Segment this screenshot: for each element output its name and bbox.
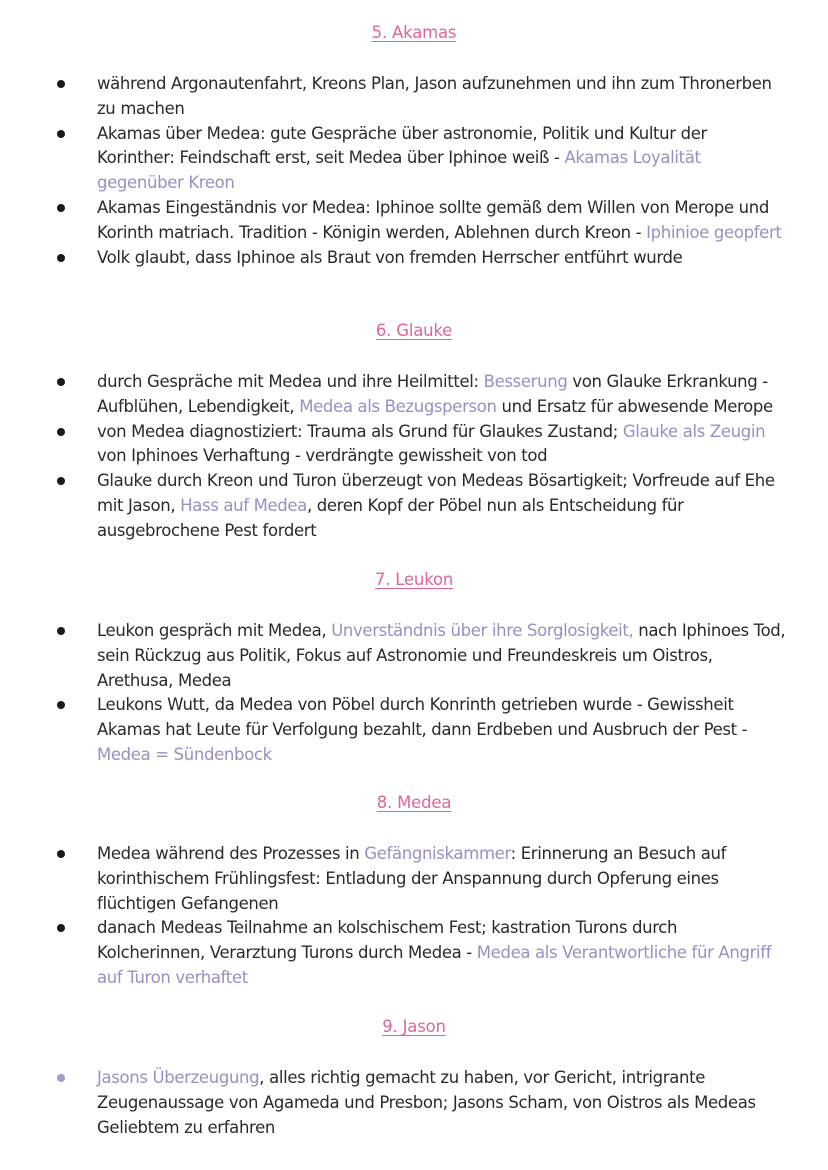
section-heading-leukon: 7. Leukon <box>374 570 454 589</box>
highlighted-phrase: Medea als Verantwortliche für Angriff auf Turon verhaftet <box>97 943 772 987</box>
bullet-icon <box>57 1074 65 1082</box>
highlighted-phrase: Glauke als Zeugin <box>622 421 766 441</box>
list-item: Akamas Eingeständnis vor Medea: Iphinoe sollte gemäß dem Willen von Merope und Korinth matriach. Tradition - Königin werden, Ablehnen durch Kreon - Iphinioe geopfert <box>0 196 787 246</box>
section-heading-jason: 9. Jason <box>382 1017 446 1036</box>
list-item: Leukon gespräch mit Medea, Unverständnis über ihre Sorglosigkeit, nach Iphinoes Tod, sein Rückzug aus Politik, Fokus auf Astronomie und Freundeskreis um Oistros, Arethusa, Medea <box>0 619 787 693</box>
list-item: Glauke durch Kreon und Turon überzeugt von Medeas Bösartigkeit; Vorfreude auf Ehe mit Jason, Hass auf Medea, deren Kopf der Pöbel nun als Entscheidung für ausgebrochene Pest fordert <box>0 469 787 543</box>
glauke-list <box>0 370 828 544</box>
list-item: Akamas über Medea: gute Gespräche über astronomie, Politik und Kultur der Korinther: Feindschaft erst, seit Medea über Iphinoe weiß - Akamas Loyalität gegenüber Kreon <box>0 122 787 196</box>
bullet-icon <box>57 428 65 436</box>
akamas-list <box>0 72 828 270</box>
list-item: während Argonautenfahrt, Kreons Plan, Jason aufzunehmen und ihn zum Thronerben zu machen <box>0 72 787 122</box>
list-item: Volk glaubt, dass Iphinoe als Braut von fremden Herrscher entführt wurde <box>0 246 787 271</box>
bullet-icon <box>57 80 65 88</box>
list-item: durch Gespräche mit Medea und ihre Heilmittel: Besserung von Glauke Erkrankung - Aufblühen, Lebendigkeit, Medea als Bezugsperson und Ersatz für abwesende Merope <box>0 370 787 420</box>
medea-list <box>0 842 828 991</box>
highlighted-phrase: Jasons Überzeugung <box>97 1068 260 1087</box>
section-heading-akamas: 5. Akamas <box>371 23 457 42</box>
list-item: Leukons Wutt, da Medea von Pöbel durch Konrinth getrieben wurde - Gewissheit Akamas hat Leute für Verfolgung bezahlt, dann Erdbeben und Ausbruch der Pest - Medea = Sündenbock <box>0 693 787 767</box>
section-heading-medea: 8. Medea <box>376 793 452 812</box>
bullet-icon <box>57 477 65 485</box>
bullet-icon <box>57 130 65 138</box>
highlighted-phrase: Medea als Bezugsperson <box>299 396 497 416</box>
bullet-icon <box>57 204 65 212</box>
bullet-icon <box>57 254 65 262</box>
highlighted-phrase: Besserung <box>483 372 568 391</box>
bullet-icon <box>57 627 65 635</box>
jason-list <box>0 1066 828 1140</box>
list-item: von Medea diagnostiziert: Trauma als Grund für Glaukes Zustand; Glauke als Zeugin von Iphinoes Verhaftung - verdrängte gewissheit von tod <box>0 420 787 470</box>
highlighted-phrase: Gefängniskammer <box>364 844 511 863</box>
leukon-list <box>0 619 828 768</box>
highlighted-phrase: Akamas Loyalität gegenüber Kreon <box>97 148 701 193</box>
bullet-icon <box>57 701 65 709</box>
highlighted-phrase: Medea = Sündenbock <box>97 744 272 764</box>
highlighted-phrase: Hass auf Medea <box>180 495 307 515</box>
highlighted-phrase: Iphinioe geopfert <box>646 222 782 242</box>
list-item: Medea während des Prozesses in Gefängniskammer: Erinnerung an Besuch auf korinthischem Frühlingsfest: Entladung der Anspannung durch Opferung eines flüchtigen Gefangenen <box>0 842 787 916</box>
bullet-icon <box>57 378 65 386</box>
section-heading-glauke: 6. Glauke <box>375 321 453 340</box>
bullet-icon <box>57 924 65 932</box>
highlighted-phrase: Unverständnis über ihre Sorglosigkeit, <box>331 621 634 640</box>
list-item: Jasons Überzeugung, alles richtig gemacht zu haben, vor Gericht, intrigrante Zeugenaussage von Agameda und Presbon; Jasons Scham, von Oistros als Medeas Geliebtem zu erfahren <box>0 1066 787 1140</box>
list-item: danach Medeas Teilnahme an kolschischem Fest; kastration Turons durch Kolcherinnen, Verarztung Turons durch Medea - Medea als Verantwortliche für Angriff auf Turon verhaftet <box>0 916 787 990</box>
bullet-icon <box>57 850 65 858</box>
